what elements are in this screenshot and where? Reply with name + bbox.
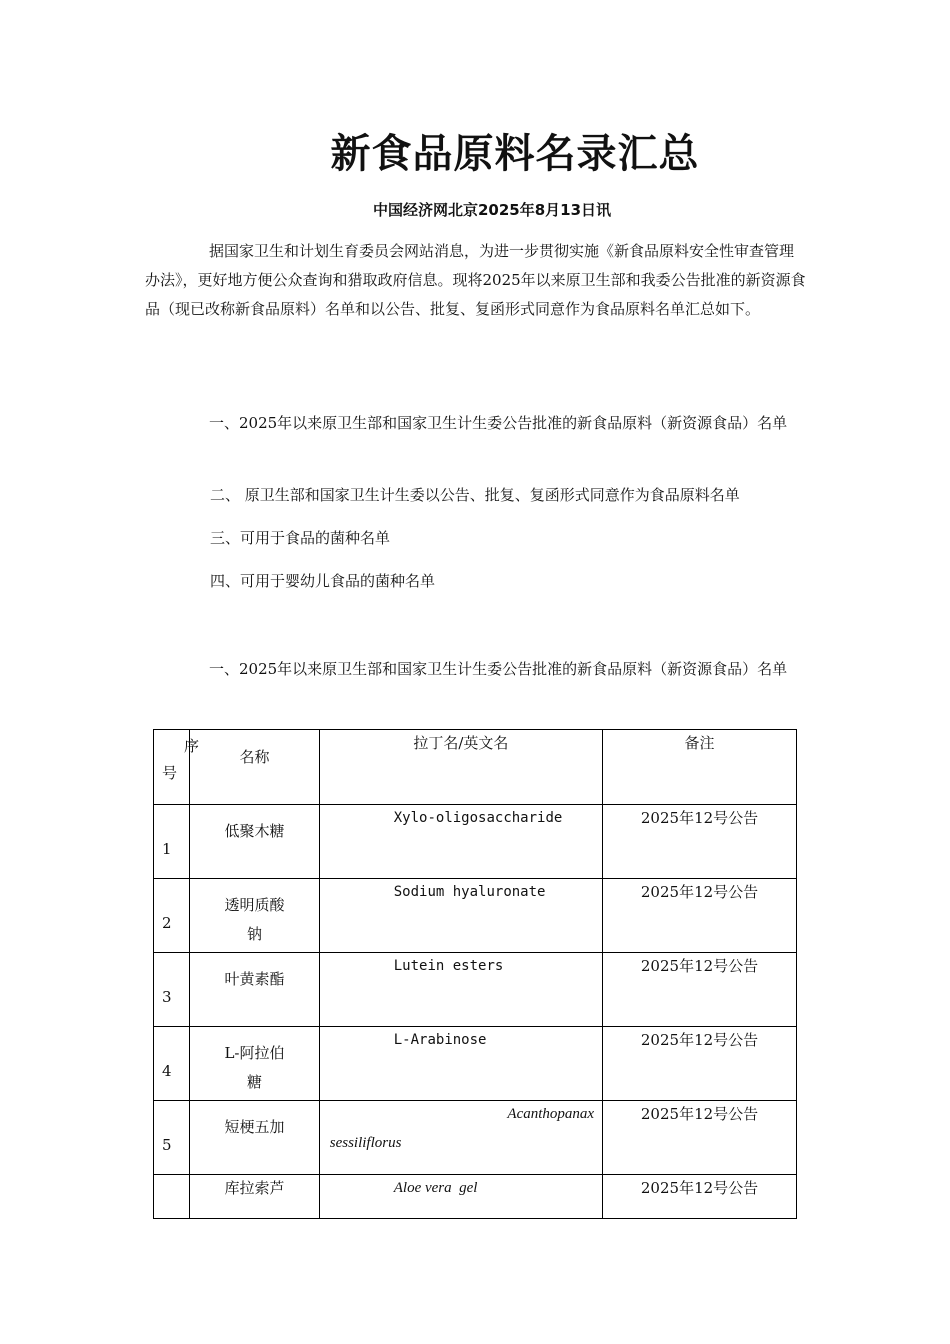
toc-item-3: 三、可用于食品的菌种名单 [210, 529, 391, 547]
row-latin: Acanthopanax sessiliflorus [329, 1106, 595, 1151]
header-name: 名称 [239, 748, 270, 766]
row-name: 短梗五加 [224, 1118, 285, 1136]
row-name: 库拉索芦 [224, 1179, 285, 1197]
row-index: 5 [162, 1136, 172, 1154]
header-name-cell [190, 730, 320, 805]
row-latin: Aloe vera gel [393, 1180, 478, 1196]
header-note: 备注 [684, 734, 715, 752]
food-material-table [153, 729, 797, 1219]
row-index: 2 [162, 914, 172, 932]
toc-item-2: 二、 原卫生部和国家卫生计生委以公告、批复、复函形式同意作为食品原料名单 [210, 486, 740, 504]
document-subtitle: 中国经济网北京2025年8月13日讯 [372, 201, 612, 219]
section-heading: 一、2025年以来原卫生部和国家卫生计生委公告批准的新食品原料（新资源食品）名单 [209, 660, 788, 678]
row-index: 4 [162, 1062, 172, 1080]
table-row [154, 1101, 797, 1175]
row-note: 2025年12号公告 [640, 1031, 759, 1049]
header-latin-cell [319, 730, 602, 805]
row-note: 2025年12号公告 [640, 1105, 759, 1123]
table-row [154, 805, 797, 879]
intro-paragraph: 据国家卫生和计划生育委员会网站消息，为进一步贯彻实施《新食品原料安全性审查管理办法》，更好地方便公众查询和猎取政府信息。现将2025年以来原卫生部和我委公告批准的新资源食品（现已改称新食品原料）名单和以公告、批复、复函形式同意作为食品原料名单汇总如下。 [145, 242, 806, 318]
table-row [154, 1175, 797, 1219]
table-row [154, 953, 797, 1027]
row-index: 3 [162, 988, 172, 1006]
table-row [154, 1027, 797, 1101]
row-latin: Xylo-oligosaccharide [393, 810, 563, 826]
header-latin: 拉丁名/英文名 [413, 734, 509, 752]
header-index-line2: 号 [162, 764, 178, 782]
toc-item-4: 四、可用于婴幼儿食品的菌种名单 [210, 572, 436, 590]
row-note: 2025年12号公告 [640, 957, 759, 975]
row-index: 1 [162, 840, 172, 858]
row-latin: L-Arabinose [393, 1032, 487, 1048]
header-index-line1: 序 [184, 737, 200, 755]
header-note-cell [603, 730, 797, 805]
document-title: 新食品原料名录汇总 [330, 131, 700, 177]
row-note: 2025年12号公告 [640, 809, 759, 827]
toc-item-1: 一、2025年以来原卫生部和国家卫生计生委公告批准的新食品原料（新资源食品）名单 [209, 414, 788, 432]
row-note: 2025年12号公告 [640, 1179, 759, 1197]
row-name: 叶黄素酯 [224, 970, 285, 988]
row-name: L-阿拉伯 糖 [224, 1044, 285, 1091]
table-header-row [154, 730, 797, 805]
row-latin: Sodium hyaluronate [393, 884, 546, 900]
row-name: 低聚木糖 [224, 822, 285, 840]
row-note: 2025年12号公告 [640, 883, 759, 901]
header-index-cell [154, 730, 200, 805]
table-row [154, 879, 797, 953]
row-latin: Lutein esters [393, 958, 504, 974]
row-name: 透明质酸 钠 [224, 896, 285, 943]
